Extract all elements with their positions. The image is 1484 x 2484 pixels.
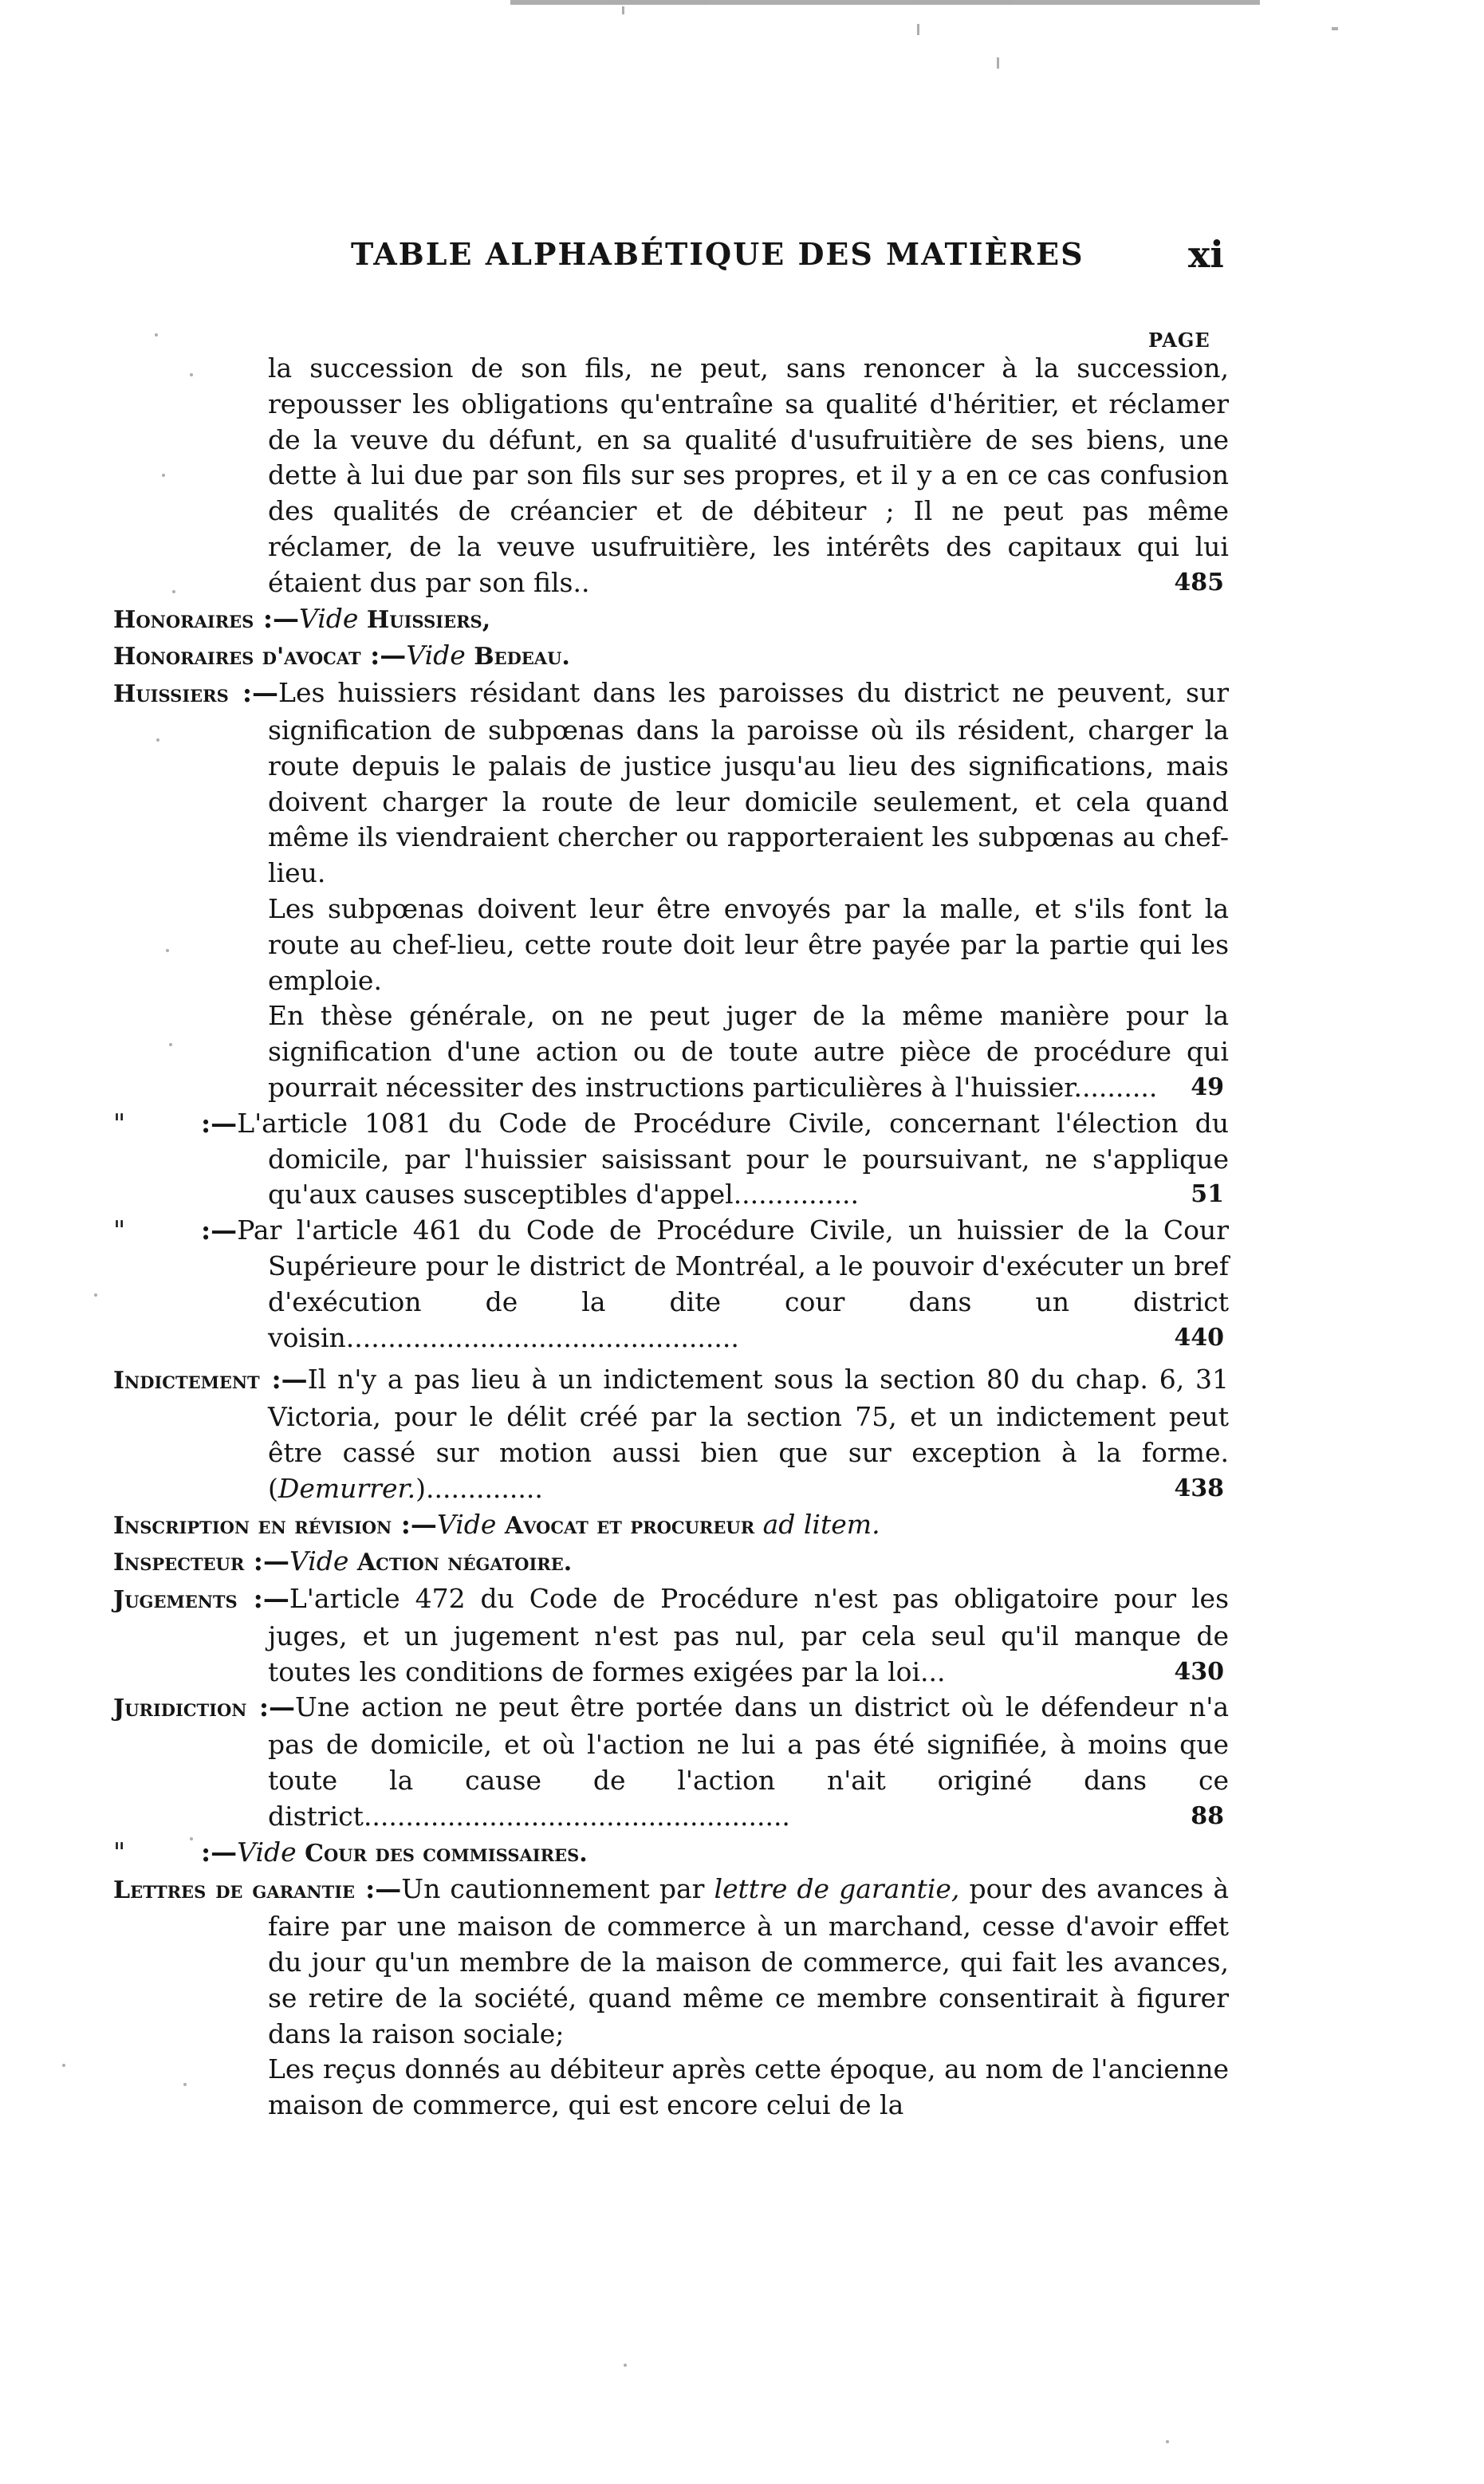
index-entry	[0, 1690, 1484, 1834]
page-reference: 51	[1191, 1180, 1224, 1209]
ditto-mark: "	[113, 1836, 126, 1868]
index-body	[0, 351, 1484, 2124]
entry-see-also: Action négatoire.	[348, 1549, 573, 1577]
running-title: TABLE ALPHABÉTIQUE DES MATIÈRES	[351, 236, 1084, 272]
entry-term: Lettres de garantie	[113, 1876, 356, 1905]
entry-italic-term: ad litem.	[762, 1508, 880, 1540]
entry-separator: :—	[201, 1214, 238, 1246]
entry-text: Un cautionnement par	[401, 1873, 714, 1905]
index-entry-paragraph	[0, 998, 1484, 1105]
entry-text: Une action ne peut être portée dans un district où le défendeur n'a pas de domicile, et où l'action ne lui a pas été signifiée, à moins que toute la cause de l'action n'ait originé dans ce district...................................................	[268, 1691, 1229, 1832]
page-reference: 430	[1174, 1657, 1224, 1686]
entry-see-also: Avocat et procureur	[496, 1511, 763, 1540]
entry-text: Les huissiers résidant dans les paroisses du district ne peuvent, sur signification de subpœnas dans la paroisse où ils résident, charger la route depuis le palais de justice jusqu'au lieu des significations, mais doivent charger la route de leur domicile seulement, et cela quand même ils viendraient chercher ou rapporteraient les subpœnas au chef-lieu.	[268, 677, 1229, 889]
index-entry	[0, 675, 1484, 892]
entry-text: L'article 472 du Code de Procédure n'est pas obligatoire pour les juges, et un jugement n'est pas nul, par cela seul qu'il manque de toutes les conditions de formes exigées par la loi...	[268, 1583, 1229, 1687]
index-entry	[0, 601, 1484, 639]
entry-text: la succession de son fils, ne peut, sans renoncer à la succession, repousser les obligations qu'entraîne sa qualité d'héritier, et réclamer de la veuve du défunt, en sa qualité d'usufruitière de ses biens, une dette à lui due par son fils sur ses propres, et il y a en ce cas confusion des qualités de créancier et de débiteur ; Il ne peut pas même réclamer, de la veuve usufruitière, les intérêts des capitaux qui lui étaient dus par son fils..	[268, 352, 1229, 598]
index-entry	[0, 638, 1484, 675]
page-reference: 438	[1174, 1474, 1224, 1502]
entry-term: Jugements	[113, 1586, 238, 1615]
entry-separator: :—	[254, 602, 299, 634]
entry-separator: :—	[246, 1691, 296, 1723]
entry-separator: :—	[259, 1364, 308, 1396]
ditto-mark: "	[113, 1107, 126, 1139]
index-entry	[0, 1544, 1484, 1581]
entry-separator: :—	[244, 1545, 289, 1577]
index-entry-ditto	[0, 1835, 1484, 1872]
entry-text-tail: )..............	[415, 1472, 543, 1504]
entry-term: Inscription en révision	[113, 1511, 392, 1540]
entry-vide: Vide	[436, 1508, 497, 1540]
entry-see-also: Cour des commissaires.	[296, 1839, 588, 1868]
entry-separator: :—	[360, 640, 407, 671]
page-reference: 49	[1191, 1073, 1224, 1101]
entry-vide: Vide	[299, 602, 359, 634]
entry-text: Les subpœnas doivent leur être envoyés par la malle, et s'ils font la route au chef-lieu, cette route doit leur être payée par la partie qui les emploie.	[268, 892, 1229, 996]
entry-separator: :—	[355, 1873, 402, 1905]
page-number: xi	[1188, 233, 1224, 276]
page-header	[0, 233, 1484, 284]
entry-separator: :—	[228, 677, 279, 709]
index-entry	[0, 1872, 1484, 2052]
page-reference: 485	[1174, 568, 1224, 596]
entry-term: Inspecteur	[113, 1549, 245, 1577]
entry-italic-term: lettre de garantie,	[714, 1873, 960, 1905]
entry-term: Juridiction	[113, 1695, 247, 1723]
entry-separator: :—	[201, 1107, 238, 1139]
index-entry	[0, 1507, 1484, 1545]
page-reference: 88	[1191, 1801, 1224, 1830]
index-entry-paragraph	[0, 892, 1484, 998]
entry-term: Honoraires d'avocat	[113, 643, 361, 671]
entry-text: Il n'y a pas lieu à un indictement sous la section 80 du chap. 6, 31 Victoria, pour le délit créé par la section 75, et un indictement peut être cassé sur motion aussi bien que sur exception à la forme. (	[268, 1364, 1230, 1504]
entry-vide: Vide	[406, 640, 466, 671]
entry-separator: :—	[392, 1508, 437, 1540]
entry-text: Par l'article 461 du Code de Procédure Civile, un huissier de la Cour Supérieure pour le district de Montréal, a le pouvoir d'exécuter un bref d'exécution de la dite cour dans un district voisin...............................................	[237, 1214, 1229, 1353]
entry-term: Honoraires	[113, 605, 254, 634]
entry-text: Les reçus donnés au débiteur après cette époque, au nom de l'ancienne maison de commerce, qui est encore celui de la	[268, 2053, 1229, 2121]
entry-term: Huissiers	[113, 680, 229, 709]
entry-italic-term: Demurrer.	[278, 1472, 416, 1504]
entry-separator: :—	[237, 1583, 289, 1615]
page-column-label: PAGE	[1148, 329, 1210, 352]
index-entry	[0, 1362, 1484, 1506]
entry-separator: :—	[201, 1836, 238, 1868]
entry-text: L'article 1081 du Code de Procédure Civile, concernant l'élection du domicile, par l'huissier saisissant pour le poursuivant, ne s'applique qu'aux causes susceptibles d'appel...............	[237, 1107, 1229, 1211]
index-entry-continuation	[0, 351, 1484, 601]
entry-see-also: Huissiers,	[358, 605, 491, 634]
index-entry-ditto	[0, 1106, 1484, 1213]
ditto-mark: "	[113, 1214, 126, 1246]
page-reference: 440	[1174, 1323, 1224, 1352]
entry-text-tail: pour des avances à faire par une maison de commerce à un marchand, cesse d'avoir effet du jour qu'un membre de la maison de commerce, qui fait les avances, se retire de la société, quand même ce membre consentirait à figurer dans la raison sociale;	[268, 1873, 1230, 2049]
entry-text: En thèse générale, on ne peut juger de la même manière pour la signification d'une action ou de toute autre pièce de procédure qui pourrait nécessiter des instructions particulières à l'huissier..........	[268, 1000, 1229, 1103]
entry-see-also: Bedeau.	[465, 643, 570, 671]
entry-term: Indictement	[113, 1367, 260, 1396]
index-entry-paragraph	[0, 2052, 1484, 2124]
entry-vide: Vide	[289, 1545, 349, 1577]
index-entry	[0, 1581, 1484, 1690]
index-entry-ditto	[0, 1213, 1484, 1356]
entry-vide: Vide	[237, 1836, 297, 1868]
